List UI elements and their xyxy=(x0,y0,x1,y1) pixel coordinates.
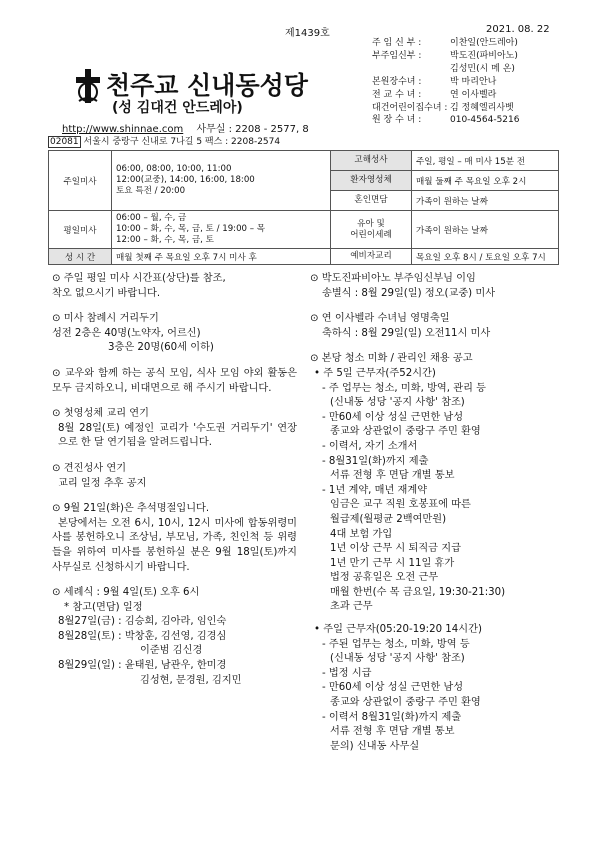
church-logo-icon xyxy=(73,68,103,106)
contact-row xyxy=(62,120,309,135)
weekday-mass-label: 평일미사 xyxy=(49,211,112,249)
staff-row: 원 장 수 녀 : 010-4564-5216 xyxy=(372,115,520,126)
notice-chuseok: ⊙ 9월 21일(화)은 추석명절입니다. 본당에서는 오전 6시, 10시, 12시 미사에 합동위령미사를 봉헌하오니 조상님, 부모님, 가족, 친인척 등 위령들을 위하여 미사를 봉헌하실 분은 9월 18일(토)까지 사무실로 신청하시기 바랍니다. xyxy=(52,503,297,573)
staff-row: 본원장수녀 : 박 마리안나 xyxy=(372,76,497,87)
weekday-mass-times: 06:00 – 월, 수, 금 10:00 – 화, 수, 목, 금, 토 / 19:00 – 목 12:00 – 화, 수, 목, 금, 토 xyxy=(112,211,331,249)
issue-number: 제1439호 xyxy=(285,28,330,39)
website-link[interactable]: http://www.shinnae.com xyxy=(62,124,184,135)
notice-first-communion: ⊙ 첫영성체 교리 연기 8월 28일(토) 예정인 교리가 '수도권 거리두기' 연장으로 한 달 연기됨을 알려드립니다. xyxy=(52,408,297,449)
church-title: 천주교 신내동성당 xyxy=(106,71,308,100)
sick-communion-label: 환자영성체 xyxy=(331,171,412,191)
notice-confirmation: ⊙ 견진성사 연기 교리 일정 추후 공지 xyxy=(52,462,147,489)
notice-farewell: ⊙ 박도진파비아노 부주임신부님 이임 송별식 : 8월 29일(일) 정오(교중) 미사 xyxy=(310,273,496,299)
staff-row: 부주임신부 : 박도진(파비아노) xyxy=(372,50,518,61)
holy-hour-time: 매월 첫째 주 목요일 오후 7시 미사 후 xyxy=(112,249,331,265)
marriage-label: 혼인면담 xyxy=(331,191,412,211)
confession-label: 고해성사 xyxy=(331,151,412,171)
catechumen-label: 예비자교리 xyxy=(331,249,412,265)
marriage-time: 가족이 원하는 날짜 xyxy=(412,191,559,211)
office-phone: 사무실 : 2208 - 2577, 8 xyxy=(196,124,309,135)
notice-job-posting: ⊙ 본당 청소 미화 / 관리인 채용 공고 • 주 5일 근무자(주52시간) - 주 업무는 청소, 미화, 방역, 관리 등 (신내동 성당 '공지 사항' 참조) - 만60세 이상 성실 근면한 남성 종교와 상관없이 중랑구 주민 환영 - 이력서, 자기 소개서 - 8월31일(화)까지 제출 서류 전형 후 면담 개별 통보 - 1년 계약, 매년 재계약 임금은 교구 직원 호봉표에 따른 월급제(월평균 2백여만원) 4대 보험 가입 1년 이상 근무 시 퇴직금 지급 1년 만기 근무 시 11일 휴가 법정 공휴일은 오전 근무 매월 한번(수 목 금요일, 19:30-21:30) 초과 근무 • 주일 근무자(05:20-19:20 14시간) - 주된 업무는 청소, 미화, 방역 등 (신내동 성당 '공지 사항' 참조) - 법정 시급 - 만60세 이상 성실 근면한 남성 종교와 상관없이 중랑구 주민 환영 - 이력서 8월31일(화)까지 제출 서류 전형 후 면담 개별 통보 문의) 신내동 사무실 xyxy=(310,353,506,752)
notice-mass-timetable: ⊙ 주일 평일 미사 시간표(상단)를 참조, 착오 없으시기 바랍니다. xyxy=(52,273,226,299)
notice-feast-day: ⊙ 연 이사벨라 수녀님 영명축일 축하식 : 8월 29일(일) 오전11시 미사 xyxy=(310,313,491,339)
address: 서울시 중랑구 신내로 7나길 5 팩스 : 2208-2574 xyxy=(83,137,281,147)
notices-left-column xyxy=(52,272,297,699)
staff-row: 김성민(시 메 온) xyxy=(450,63,515,74)
staff-list xyxy=(372,37,519,127)
sunday-mass-label: 주일미사 xyxy=(49,151,112,211)
address-row xyxy=(48,134,280,148)
notices-right-column xyxy=(310,272,565,765)
notice-distancing: ⊙ 미사 참례시 거리두기 성전 2층은 40명(노약자, 어르신) 3층은 20명(60세 이하) xyxy=(52,313,214,354)
sick-communion-time: 매월 둘째 주 목요일 오후 2시 xyxy=(412,171,559,191)
mass-schedule-table xyxy=(48,150,559,265)
staff-row: 전 교 수 녀 : 연 이사벨라 xyxy=(372,89,497,100)
infant-baptism-label: 유아 및 어린이세례 xyxy=(331,211,412,249)
notice-gatherings: ⊙ 교우와 함께 하는 공식 모임, 식사 모임 야외 활동은 모두 금지하오니, 비대면으로 해 주시기 바랍니다. xyxy=(52,367,297,394)
staff-row: 대건어린이집수녀 : 김 정혜엘리사벳 xyxy=(372,102,514,113)
notice-baptism: ⊙ 세례식 : 9월 4일(토) 오후 6시 * 참고(면담) 일정 8월27일(금) : 김승희, 김아라, 임인숙 8월28일(토) : 박창훈, 김선영, 김경심 이준범 김신경 8월29일(일) : 윤태원, 남관우, 한미경 김성현, 문경원, 김지민 xyxy=(52,587,242,686)
staff-row: 주 임 신 부 : 이찬일(안드레아) xyxy=(372,38,518,48)
infant-baptism-time: 가족이 원하는 날짜 xyxy=(412,211,559,249)
confession-time: 주일, 평일 – 매 미사 15분 전 xyxy=(412,151,559,171)
church-subtitle: (성 김대건 안드레아) xyxy=(112,100,243,116)
catechumen-time: 목요일 오후 8시 / 토요일 오후 7시 xyxy=(412,249,559,265)
zip-code: 02081 xyxy=(50,137,79,147)
holy-hour-label: 성 시 간 xyxy=(49,249,112,265)
issue-date: 2021. 08. 22 xyxy=(486,24,550,35)
sunday-mass-times: 06:00, 08:00, 10:00, 11:00 12:00(교중), 14:00, 16:00, 18:00 토요 특전 / 20:00 xyxy=(112,151,331,211)
